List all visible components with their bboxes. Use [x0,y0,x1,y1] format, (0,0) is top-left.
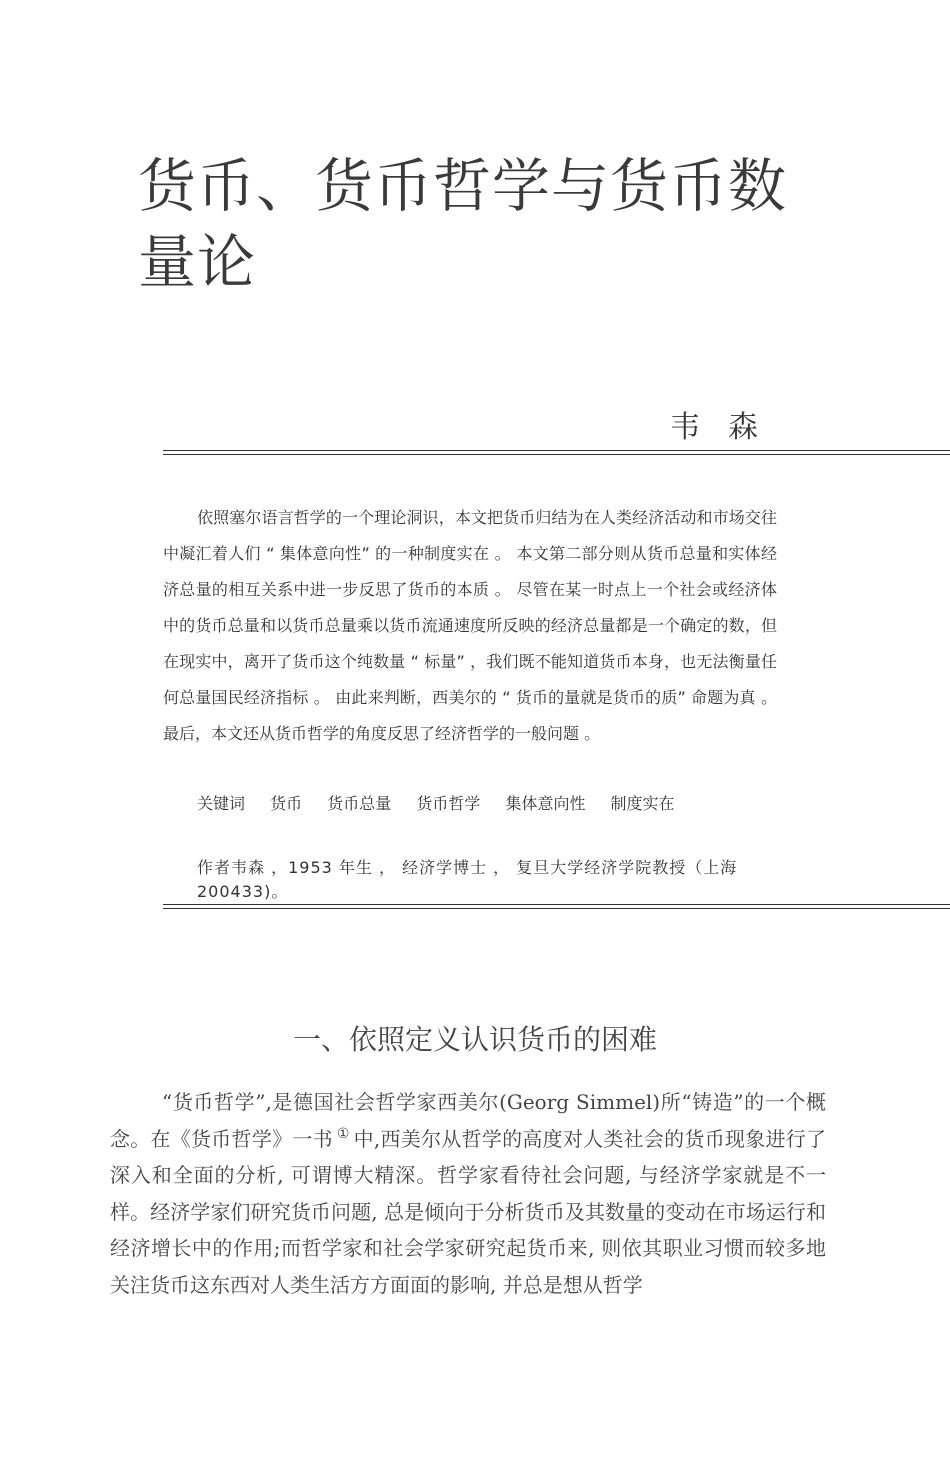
keywords [197,786,695,822]
keyword: 货币总量 [327,794,392,813]
keyword: 货币 [270,794,303,813]
author-note: 作者韦森 ，1953 年生 ， 经济学博士 ， 复旦大学经济学院教授（上海 200433)。 [197,858,738,901]
keywords-label: 关键词 [197,794,246,813]
footnote-marker[interactable]: ① [336,1125,350,1142]
author-name: 韦森 [670,410,786,445]
paragraph-text-before-note: “货币哲学”,是德国社会哲学家西美尔(Georg Simmel)所“铸造”的一个概念。在《货币哲学》一书 [110,1090,826,1151]
section-heading: 一、依照定义认识货币的困难 [292,1023,657,1056]
abstract-bottom-rule [163,904,950,909]
paragraph-text-after-note: 中,西美尔从哲学的高度对人类社会的货币现象进行了深入和全面的分析, 可谓博大精深。哲学家看待社会问题, 与经济学家就是不一样。经济学家们研究货币问题, 总是倾向于分析货币及其数量的变动在市场运行和经济增长中的作用;而哲学家和社会学家研究起货币来, 则依其职业习惯而较多地关注货币这东西对人类生活方方面面的影响, 并总是想从哲学 [110,1126,826,1297]
abstract-text: 依照塞尔语言哲学的一个理论洞识，本文把货币归结为在人类经济活动和市场交往中凝汇着人们 “ 集体意向性” 的一种制度实在 。 本文第二部分则从货币总量和实体经济总量的相互关系中进一步反思了货币的本质 。 尽管在某一时点上一个社会或经济体中的货币总量和以货币总量乘以货币流通速度所反映的经济总量都是一个确定的数，但在现实中，离开了货币这个纯数量 “ 标量” ，我们既不能知道货币本身，也无法衡量任何总量国民经济指标 。 由此来判断，西美尔的 “ 货币的量就是货币的质” 命题为真 。 最后，本文还从货币哲学的角度反思了经济哲学的一般问题 。 [163,508,777,743]
body-paragraph [110,1084,826,1303]
abstract-top-rule [163,450,950,455]
keyword: 货币哲学 [416,794,481,813]
keyword: 制度实在 [610,794,675,813]
keyword: 集体意向性 [505,794,586,813]
article-title: 货币、货币哲学与货币数量论 [138,152,788,296]
